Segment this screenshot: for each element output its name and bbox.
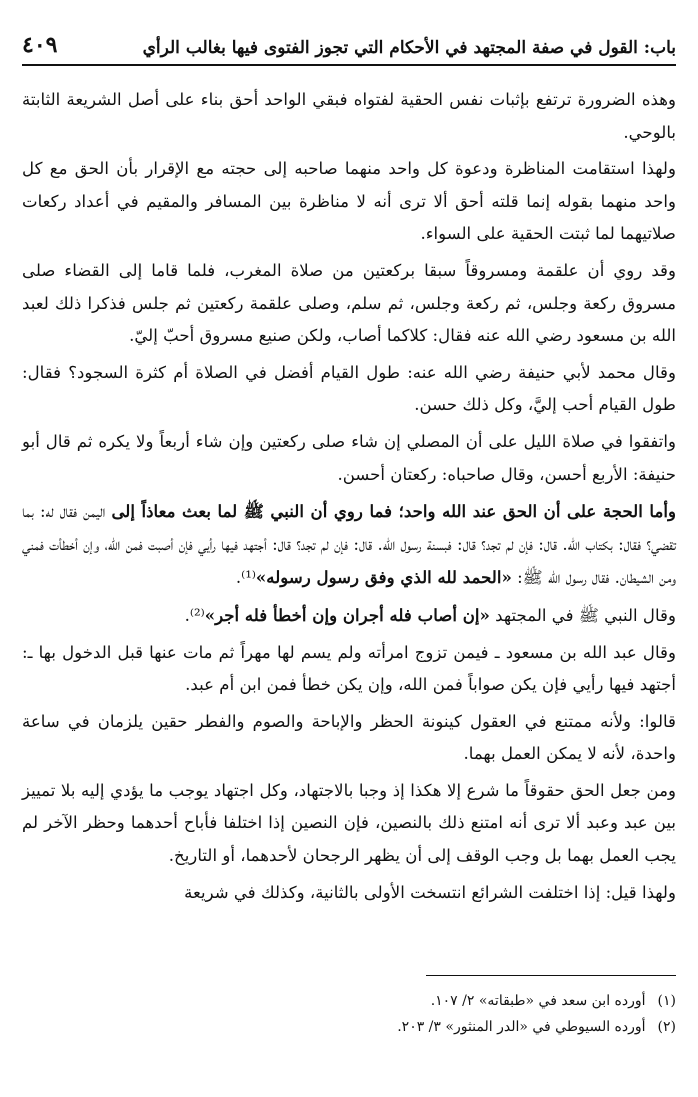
bold-text-run: وأما الحجة على أن الحق عند الله واحد؛ فما روي أن النبي ﷺ لما بعث معاذاً إلى <box>111 501 676 522</box>
paragraph <box>22 637 676 702</box>
text-run: وهذه الضرورة ترتفع بإثبات نفس الحقية لفتواه فبقي الواحد أحق بناء على أصل الشريعة الثابتة بالوحي. <box>22 90 676 142</box>
text-run: ⁽¹⁾. <box>235 568 256 588</box>
paragraph <box>22 255 676 353</box>
footnote-text: أورده السيوطي في «الدر المنثور» ٣/ ٢٠٣. <box>397 1019 646 1035</box>
paragraph <box>22 877 676 910</box>
text-run: اليمن فقال له: بما تقضي؟ فقال: بكتاب الله. قال: فإن لم تجد؟ قال: فبسنة رسول الله. قال: فإن لم تجد؟ قال: أجتهد فيها رأيي فإن أصبت فمن الله، وإن أخطأت فمني ومن الشيطان. فقال رسول الله ﷺ: <box>22 502 676 588</box>
page-number: ٤٠٩ <box>22 32 58 58</box>
footnote-number: (١) <box>657 993 676 1009</box>
paragraph <box>22 599 676 633</box>
footnote-text: أورده ابن سعد في «طبقاته» ٢/ ١٠٧. <box>430 993 646 1009</box>
text-run: وقد روي أن علقمة ومسروقاً سبقا بركعتين من صلاة المغرب، فلما قاما إلى القضاء صلى مسروق ركعة وجلس، ثم ركعة وجلس، ثم سلم، وصلى علقمة ركعتين ثم جلس فذكرا ذلك لعبد الله بن مسعود رضي الله عنه فقال: كلاكما أصاب، ولكن صنيع مسروق أحبّ إليّ. <box>22 260 676 346</box>
text-run: قالوا: ولأنه ممتنع في العقول كينونة الحظر والإباحة والصوم والفطر حقين يلزمان في ساعة واحدة، لأنه لا يمكن العمل بهما. <box>22 711 676 764</box>
footnote <box>22 1014 676 1040</box>
text-run: وقال محمد لأبي حنيفة رضي الله عنه: طول القيام أفضل في الصلاة أم كثرة السجود؟ فقال: طول القيام أحب إليَّ، وكل ذلك حسن. <box>22 362 676 415</box>
bold-text-run: «إن أصاب فله أجران وإن أخطأ فله أجر» <box>204 604 490 625</box>
paragraph <box>22 775 676 873</box>
text-run: ومن جعل الحق حقوقاً ما شرع إلا هكذا إذ وجبا بالاجتهاد، وكل اجتهاد يوجب ما يؤدي إليه بلا تمييز بين عبد وعبد ألا ترى أنه امتنع ذلك بالنصين، فإن النصين إذا اختلفا فأباح أحدهما وحظر الآخر لم يجب العمل بهما بل وجب الوقف إلى أن يظهر الرجحان لأحدهما، أو التاريخ. <box>22 780 676 866</box>
text-run: وقال عبد الله بن مسعود ـ فيمن تزوج امرأته ولم يسم لها مهراً ثم مات عنها قبل الدخول بها ـ: أجتهد فيها رأيي فإن يكن صواباً فمن الله، وإن يكن خطأ فمن ابن أم عبد. <box>22 642 676 695</box>
footnote-number: (٢) <box>657 1019 676 1035</box>
footnote <box>22 988 676 1014</box>
footnote-divider <box>426 975 676 976</box>
paragraph <box>22 495 676 595</box>
text-run: وقال النبي ﷺ في المجتهد <box>489 605 676 625</box>
footnotes <box>22 988 676 1040</box>
running-header <box>22 30 676 66</box>
paragraph <box>22 153 676 251</box>
text-run: ولهذا قيل: إذا اختلفت الشرائع انتسخت الأولى بالثانية، وكذلك في شريعة <box>184 882 676 902</box>
bold-text-run: «الحمد لله الذي وفق رسول رسوله» <box>255 567 512 588</box>
text-run: ⁽²⁾. <box>184 605 205 625</box>
paragraph <box>22 84 676 149</box>
chapter-title: باب: القول في صفة المجتهد في الأحكام التي تجوز الفتوى فيها بغالب الرأي <box>142 38 676 58</box>
paragraph <box>22 706 676 771</box>
paragraph <box>22 357 676 422</box>
paragraph <box>22 426 676 491</box>
text-run: ولهذا استقامت المناظرة ودعوة كل واحد منهما صاحبه إلى حجته مع الإقرار بأن الحق مع كل واحد منهما بقوله إنما قلته أحق ألا ترى أنه لا مناظرة بين المسافر والمقيم في أعداد ركعات صلاتيهما لما ثبتت الحقية على السواء. <box>22 159 676 244</box>
text-run: واتفقوا في صلاة الليل على أن المصلي إن شاء صلى ركعتين وإن شاء أربعاً ولا يكره ثم قال أبو حنيفة: الأربع أحسن، وقال صاحباه: ركعتان أحسن. <box>22 431 676 484</box>
main-text <box>22 84 676 909</box>
